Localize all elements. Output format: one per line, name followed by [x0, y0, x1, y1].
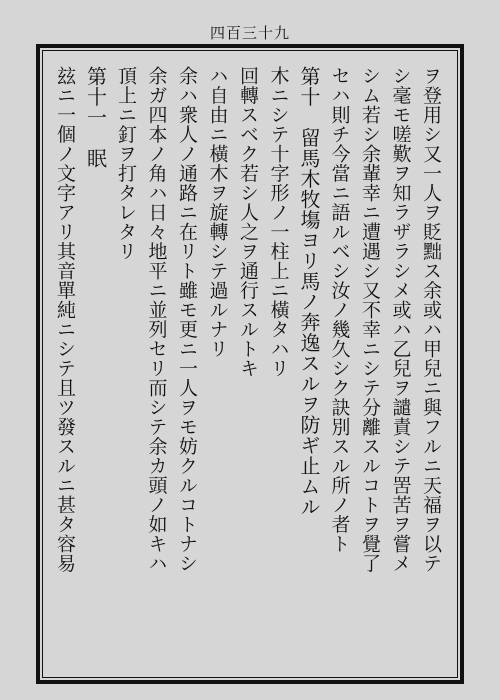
text-column: シム若シ余輩幸ニ遭遇シ又不幸ニシテ分離スルコトヲ覺了	[359, 66, 381, 573]
text-column: 頂上ニ釘ヲ打タレタリ	[115, 66, 137, 261]
text-column: ハ自由ニ橫木ヲ旋轉シテ過ルナリ	[206, 66, 229, 359]
page-number: 四百三十九	[209, 24, 290, 42]
text-column: ヲ登用シ又一人ヲ貶黜ス余或ハ甲兒ニ與フルニ天福ヲ以テ	[420, 66, 442, 573]
section-heading-11: 第十一 眠	[83, 66, 108, 169]
text-column: 余ハ衆人ノ通路ニ在リト雖モ更ニ一人ヲモ妨クルコトナシ	[176, 66, 198, 573]
text-column: 玆ニ一個ノ文字アリ其音單純ニシテ且ツ發スルニ甚タ容易	[54, 66, 76, 573]
text-column: セハ則チ今當ニ語ルベシ汝ノ幾久シク訣別スル所ノ者ト	[328, 66, 351, 554]
text-column: 余ガ四本ノ角ハ日々地平ニ並列セリ而シテ余カ頭ノ如キハ	[145, 66, 168, 573]
text-column: シ毫モ嗟歎ヲ知ラザラシメ或ハ乙兒ヲ譴責シテ罟苦ヲ嘗メ	[389, 66, 412, 573]
vertical-text-body	[54, 66, 446, 656]
text-column: 回轉スベク若シ人之ヲ通行スルトキ	[237, 66, 259, 378]
section-heading-10: 第十 留馬木牧塲ヨリ馬ノ奔逸スルヲ防ギ止ムル	[297, 66, 321, 517]
text-column: 木ニシテ十字形ノ一柱上ニ橫タハリ	[267, 66, 290, 378]
